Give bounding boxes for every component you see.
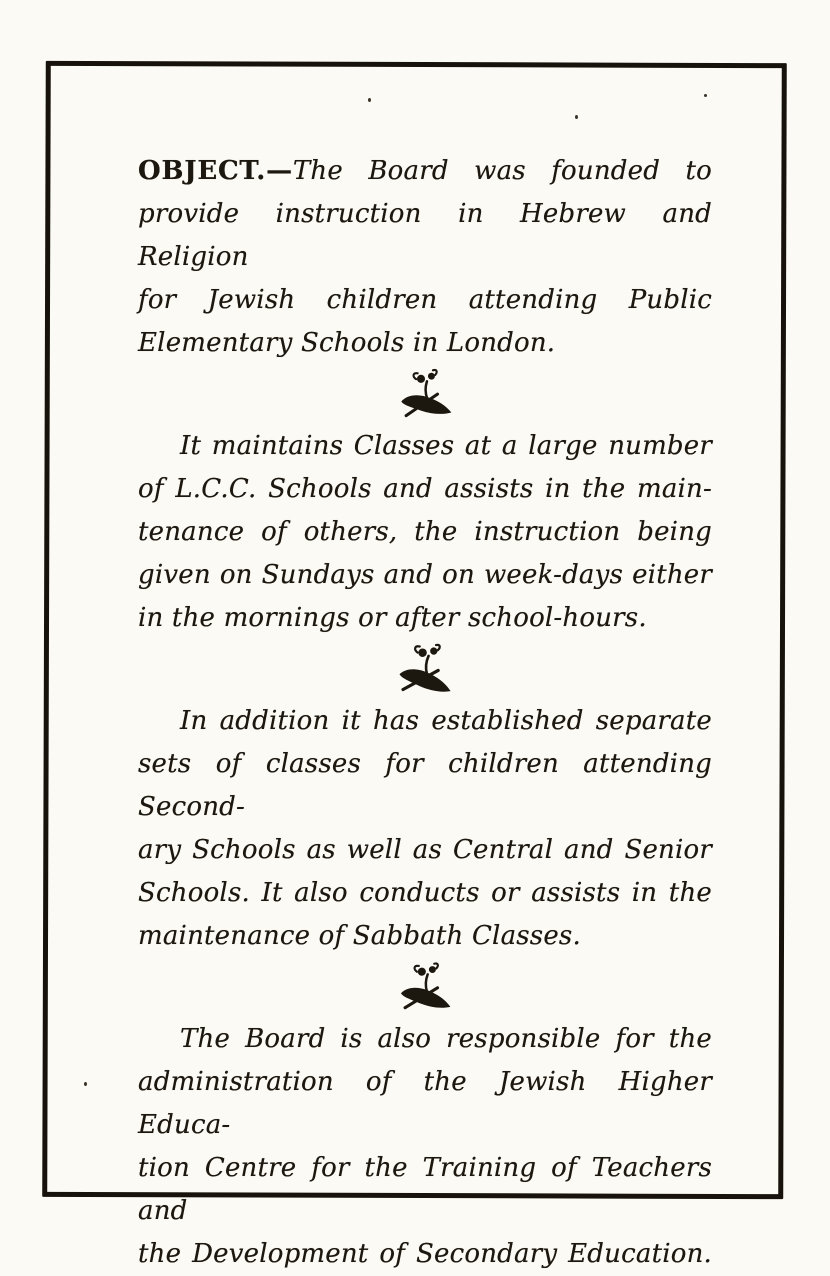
- text-line: for Jewish children attending Public: [138, 285, 712, 315]
- text-line: In addition it has established separate: [180, 706, 712, 736]
- text-block: [138, 150, 712, 1276]
- paragraph-1: [138, 150, 712, 365]
- text-line: provide instruction in Hebrew and Religion: [138, 199, 712, 272]
- text-line: ary Schools as well as Central and Senior: [138, 835, 712, 865]
- text-line: tenance of others, the instruction being: [138, 517, 712, 547]
- text-line: tion Centre for the Training of Teachers and: [138, 1153, 712, 1226]
- paragraph-2: [138, 425, 712, 640]
- text-line: It maintains Classes at a large number: [180, 431, 712, 461]
- fleuron-ornament-icon: [138, 640, 712, 700]
- fleuron-ornament-icon: [138, 958, 712, 1018]
- object-heading: OBJECT.—: [138, 156, 293, 186]
- text-line: Elementary Schools in London.: [138, 328, 556, 358]
- text-line: maintenance of Sabbath Classes.: [138, 921, 581, 951]
- fleuron-ornament-icon: [138, 365, 712, 425]
- paragraph-3: [138, 700, 712, 958]
- text-line: OBJECT.—The Board was founded to: [138, 156, 712, 186]
- text-line: The Board is also responsible for the: [180, 1024, 712, 1054]
- text-line: the Development of Secondary Education.: [138, 1239, 712, 1269]
- text-line: in the mornings or after school-hours.: [138, 603, 647, 633]
- text-line: given on Sundays and on week-days either: [138, 560, 712, 590]
- text-line: administration of the Jewish Higher Educa-: [138, 1067, 712, 1140]
- text-line: of L.C.C. Schools and assists in the main-: [138, 474, 712, 504]
- paragraph-4: [138, 1018, 712, 1276]
- text-line: Schools. It also conducts or assists in the: [138, 878, 712, 908]
- text-line: sets of classes for children attending Second-: [138, 749, 712, 822]
